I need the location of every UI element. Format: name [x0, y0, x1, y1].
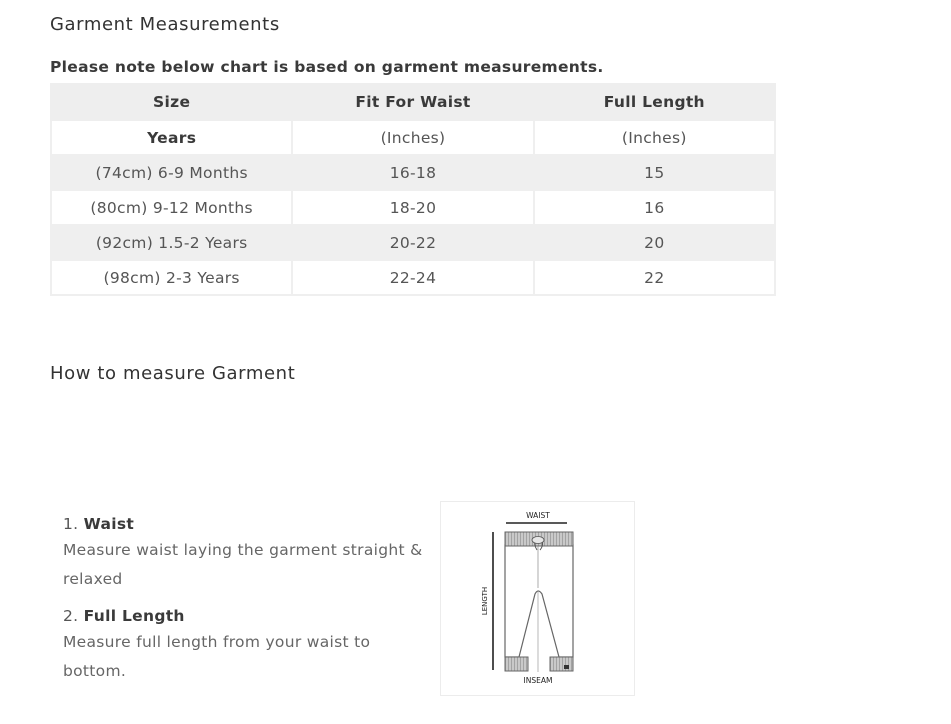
table-cell-size: (80cm) 9-12 Months	[51, 190, 292, 225]
table-cell-waist: 22-24	[292, 260, 533, 295]
pants-outline	[505, 545, 573, 657]
right-cuff	[550, 657, 573, 671]
waist-label: WAIST	[526, 511, 550, 520]
inseam-label: INSEAM	[523, 676, 553, 685]
pants-measure-diagram	[440, 501, 635, 696]
table-row	[51, 225, 775, 260]
left-cuff	[505, 657, 528, 671]
table-subheader-row	[51, 120, 775, 155]
table-row	[51, 260, 775, 295]
table-cell-length: 20	[534, 225, 775, 260]
table-cell-size: (74cm) 6-9 Months	[51, 155, 292, 190]
subheader-years: Years	[51, 120, 292, 155]
table-cell-length: 15	[534, 155, 775, 190]
size-chart-table	[50, 83, 776, 296]
length-label: LENGTH	[481, 586, 489, 616]
table-row	[51, 190, 775, 225]
table-cell-size: (92cm) 1.5-2 Years	[51, 225, 292, 260]
table-header-row	[51, 84, 775, 120]
step-number: 2.	[63, 607, 79, 625]
table-cell-length: 22	[534, 260, 775, 295]
measure-instructions	[63, 512, 423, 696]
step-waist	[63, 512, 423, 594]
step-description: Measure full length from your waist to bottom.	[63, 633, 371, 680]
table-cell-size: (98cm) 2-3 Years	[51, 260, 292, 295]
header-fit-for-waist: Fit For Waist	[292, 84, 533, 120]
garment-measurements-title: Garment Measurements	[50, 14, 280, 35]
table-cell-length: 16	[534, 190, 775, 225]
header-full-length: Full Length	[534, 84, 775, 120]
subheader-waist-unit: (Inches)	[292, 120, 533, 155]
step-description: Measure waist laying the garment straight & relaxed	[63, 541, 423, 588]
subheader-length-unit: (Inches)	[534, 120, 775, 155]
step-label: Waist	[83, 515, 135, 533]
table-cell-waist: 18-20	[292, 190, 533, 225]
how-to-measure-title: How to measure Garment	[50, 363, 296, 384]
chart-note: Please note below chart is based on garment measurements.	[50, 58, 604, 76]
header-size: Size	[51, 84, 292, 120]
table-cell-waist: 16-18	[292, 155, 533, 190]
table-row	[51, 155, 775, 190]
step-full-length	[63, 604, 423, 686]
pants-illustration	[441, 502, 634, 695]
step-number: 1.	[63, 515, 79, 533]
table-cell-waist: 20-22	[292, 225, 533, 260]
step-label: Full Length	[83, 607, 185, 625]
tag-mark	[564, 665, 569, 669]
